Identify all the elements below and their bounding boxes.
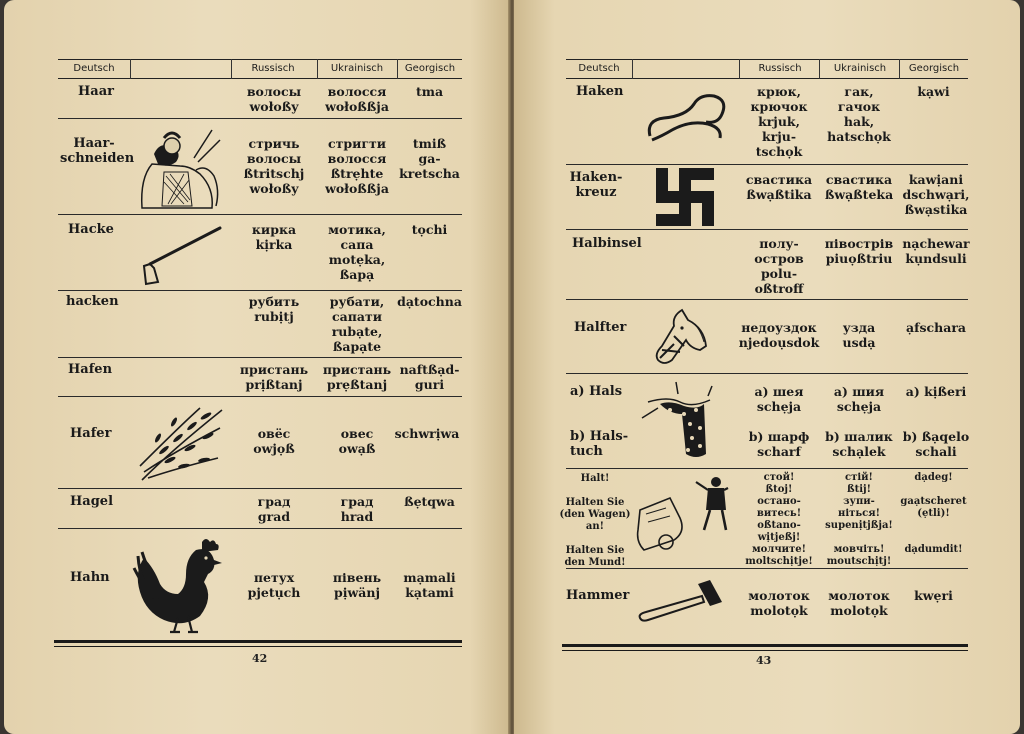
row-haken-ru: крюк, крючок krjuk, krju- tschọk [750,84,808,159]
row-divider [566,164,968,165]
row-hacke-uk: мотика, сапа motẹka, ßapạ [328,222,386,282]
haircut-illustration [134,124,224,214]
neck-scarf-illustration [640,380,724,464]
header-deutsch: Deutsch [73,63,115,74]
row-hals-de: a) Hals b) Hals- tuch [570,384,629,459]
row-hafen-ru: пристань prịßtanj [239,362,309,392]
row-divider [566,373,968,374]
hook-illustration [644,92,734,150]
header-ukrainisch: Ukrainisch [833,63,887,74]
row-haar-ge: tma [415,84,444,99]
header-russisch: Russisch [758,63,802,74]
row-haar-uk: волосся wołoßßja [325,84,389,114]
row-hahn-uk: півень pịwänj [332,570,382,600]
left-header [58,59,462,79]
row-halfter-de: Halfter [574,320,627,335]
row-hahn-de: Hahn [70,570,110,585]
row-hacke-ge: tọchi [411,222,448,237]
row-hammer-ge: kwẹri [914,588,953,603]
row-hacke-de: Hacke [68,222,114,237]
row-halt-ru: стой! ßtoj! остано- витесь! oßtano- wịtjeßj! молчите! moltschịtje! [745,472,813,567]
halt-soldier-illustration [636,474,732,558]
bottom-rule [562,644,968,647]
row-divider [566,299,968,300]
row-hacken-de: hacken [66,294,119,309]
row-hafen-uk: пристань prẹßtanj [322,362,392,392]
row-hals-ge: а) kịßeri b) ßạqelo schali [902,384,970,459]
row-divider [566,229,968,230]
row-haarschneiden-uk: стригти волосся ßtrẹhte wołoßßja [325,136,389,196]
row-hacken-ge: dạtochna [397,294,462,309]
hoe-illustration [136,224,226,290]
row-haar-ru: волосы wołoßy [246,84,302,114]
header-divider [231,59,232,79]
header-divider [899,59,900,79]
header-divider [819,59,820,79]
row-haken-ge: kạwi [917,84,950,99]
header-divider [739,59,740,79]
row-hakenkreuz-ge: kawịani dschwạri, ßwạstika [902,172,970,217]
oat-illustration [134,402,226,486]
header-divider [397,59,398,79]
row-halbinsel-uk: півострів piuọßtriu [824,236,894,266]
hammer-illustration [636,578,726,630]
header-georgisch: Georgisch [404,63,456,74]
header-russisch: Russisch [251,63,295,74]
hakenkreuz-illustration [656,168,714,230]
header-divider [632,59,633,79]
header-deutsch: Deutsch [578,63,620,74]
row-haarschneiden-ru: стричь волосы ßtritschj wołoßy [243,136,305,196]
row-hagel-ge: ßẹtqwa [404,494,455,509]
row-hakenkreuz-de: Haken- kreuz [569,170,623,200]
row-hammer-uk: молоток molotọk [828,588,890,618]
row-hals-uk: а) шия schẹja b) шалик schạlek [825,384,893,459]
row-hafer-uk: овес owạß [338,426,376,456]
bottom-rule [562,650,968,651]
row-hacken-uk: рубати, сапати rubạte, ßapạte [329,294,385,354]
row-divider [58,118,462,119]
right-header [566,59,968,79]
row-hahn-ge: mạmali kạtami [403,570,456,600]
row-halbinsel-ge: nạchewar kụndsuli [902,236,970,266]
row-haar-de: Haar [78,84,114,99]
row-divider [58,488,462,489]
row-haarschneiden-de: Haar- schneiden [60,136,135,166]
row-haarschneiden-ge: tmiß ga- kretscha [399,136,460,181]
header-ukrainisch: Ukrainisch [330,63,384,74]
row-hakenkreuz-ru: свастика ßwạßtika [745,172,813,202]
row-divider [58,357,462,358]
header-divider [130,59,131,79]
row-halfter-uk: узда usdạ [842,320,876,350]
row-hals-ru: а) шея schẹja b) шарф scharf [748,384,810,459]
row-divider [58,214,462,215]
row-hahn-ru: петух pjetụch [247,570,301,600]
row-hafer-ru: овёс owjọß [253,426,295,456]
row-hagel-ru: град grad [257,494,291,524]
row-halfter-ru: недоуздок njedoụsdok [738,320,820,350]
row-haken-uk: гак, гачок hak, hatschọk [827,84,891,144]
bottom-rule [54,646,462,647]
page-number-left: 42 [252,652,268,665]
row-hagel-de: Hagel [70,494,114,509]
rooster-illustration [130,534,224,642]
horse-halter-illustration [652,306,712,372]
row-hacken-ru: рубить rubịtj [248,294,300,324]
row-halt-ge: dạdeg! gaạtscheret (ẹtli)! dạdumdit! [900,472,967,555]
page-number-right: 43 [756,654,772,667]
row-hafen-ge: naftßạd- guri [399,362,460,392]
row-hakenkreuz-uk: свастика ßwạßteka [824,172,894,202]
bottom-rule [54,640,462,643]
row-divider [58,528,462,529]
row-halfter-ge: ạfschara [906,320,966,335]
row-divider [58,396,462,397]
row-hammer-ru: молоток molotọk [748,588,810,618]
row-hammer-de: Hammer [566,588,630,603]
header-divider [317,59,318,79]
row-hafer-de: Hafer [70,426,112,441]
row-halbinsel-ru: полу- остров polu- oßtroff [754,236,804,296]
row-halt-de: Halt! Halten Sie (den Wagen) an! Halten Sie den Mund! [559,473,631,568]
row-hagel-uk: град hrad [340,494,374,524]
row-hafen-de: Hafen [68,362,113,377]
row-haken-de: Haken [576,84,624,99]
header-georgisch: Georgisch [908,63,960,74]
row-halbinsel-de: Halbinsel [572,236,642,251]
row-hacke-ru: кирка kịrka [251,222,297,252]
row-divider [566,468,968,469]
row-hafer-ge: schwrịwa [394,426,460,441]
row-halt-uk: стій! ßtij! зупи- ніться! supenịtjßja! мовчіть! moutschịtj! [825,472,893,567]
row-divider [58,290,462,291]
